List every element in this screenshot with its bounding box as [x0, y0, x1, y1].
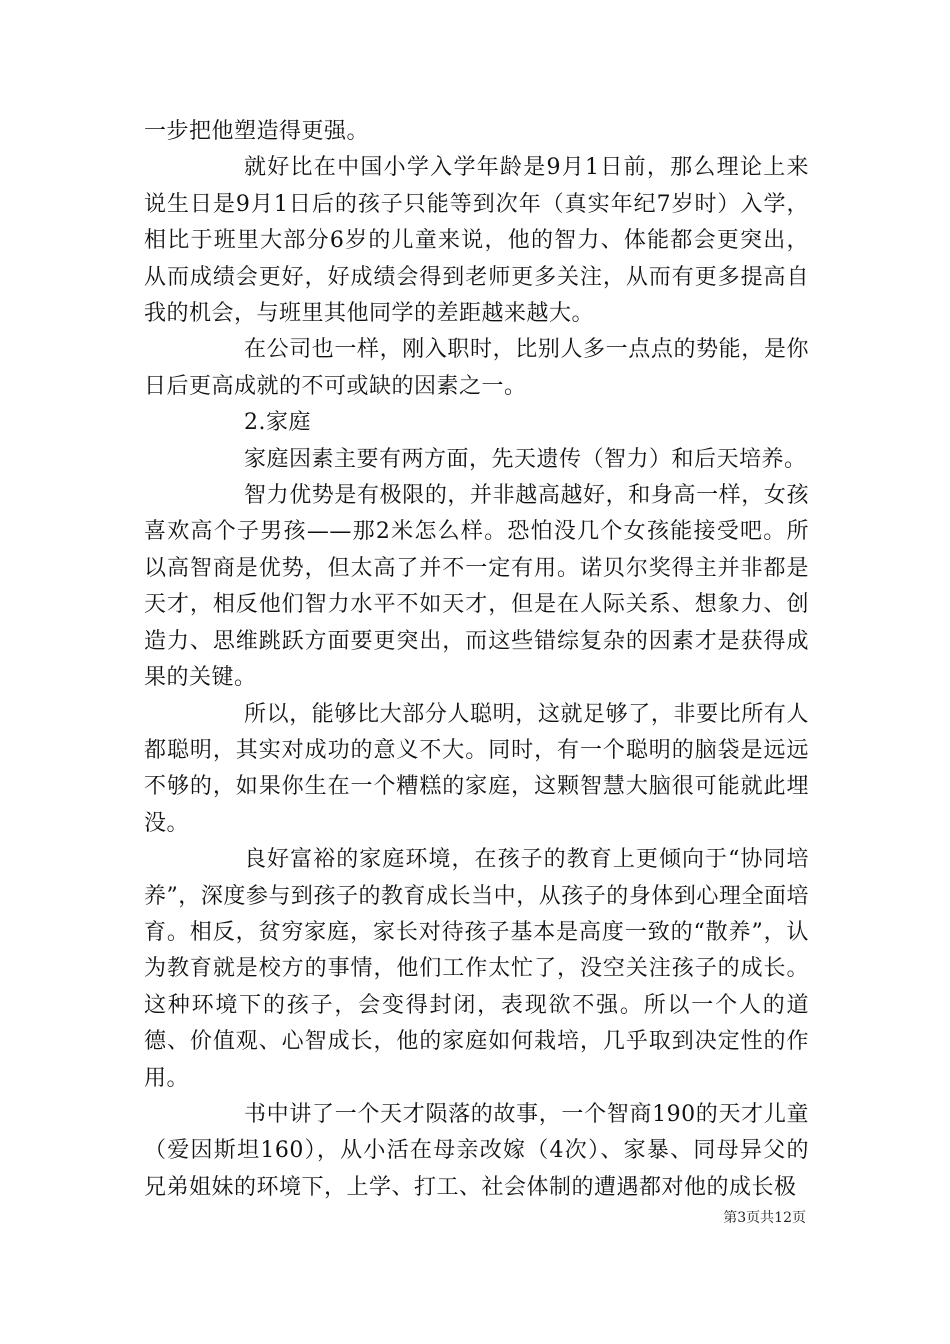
- page-number-footer: 第3页共12页: [723, 1210, 806, 1226]
- paragraph-genius-story: 书中讲了一个天才陨落的故事，一个智商190的天才儿童（爱因斯坦160），从小活在母亲改嫁（4次）、家暴、同母异父的兄弟姐妹的环境下，上学、打工、社会体制的遭遇都对他的成长极: [144, 1101, 809, 1200]
- paragraph-family-factors: 家庭因素主要有两方面，先天遗传（智力）和后天培养。: [244, 446, 807, 472]
- paragraph-company-example: 在公司也一样，刚入职时，比别人多一点点的势能，是你日后更高成就的不可或缺的因素之一。: [144, 337, 809, 399]
- section-heading-family: 2.家庭: [244, 410, 311, 436]
- paragraph-intelligence-limit: 智力优势是有极限的，并非越高越好，和身高一样，女孩喜欢高个子男孩——那2米怎么样。恐怕没几个女孩能接受吧。所以高智商是优势，但太高了并不一定有用。诺贝尔奖得主并非都是天才，相反他们智力水平不如天才，但是在人际关系、想象力、创造力、思维跳跃方面要更突出，而这些错综复杂的因素才是获得成果的关键。: [144, 483, 809, 691]
- paragraph-continuation: 一步把他塑造得更强。: [144, 119, 370, 144]
- paragraph-school-age-example: 就好比在中国小学入学年龄是9月1日前，那么理论上来说生日是9月1日后的孩子只能等到次年（真实年纪7岁时）入学，相比于班里大部分6岁的儿童来说，他的智力、体能都会更突出，从而成绩会更好，好成绩会得到老师更多关注，从而有更多提高自我的机会，与班里其他同学的差距越来越大。: [144, 155, 809, 327]
- paragraph-family-environment: 良好富裕的家庭环境，在孩子的教育上更倾向于“协同培养”，深度参与到孩子的教育成长当中，从孩子的身体到心理全面培育。相反，贫穷家庭，家长对待孩子基本是高度一致的“散养”，认为教育就是校方的事情，他们工作太忙了，没空关注孩子的成长。这种环境下的孩子，会变得封闭，表现欲不强。所以一个人的道德、价值观、心智成长，他的家庭如何栽培，几乎取到决定性的作用。: [144, 847, 809, 1091]
- paragraph-smart-enough: 所以，能够比大部分人聪明，这就足够了，非要比所有人都聪明，其实对成功的意义不大。同时，有一个聪明的脑袋是远远不够的，如果你生在一个糟糕的家庭，这颗智慧大脑很可能就此埋没。: [144, 701, 809, 836]
- document-body: [144, 114, 809, 1206]
